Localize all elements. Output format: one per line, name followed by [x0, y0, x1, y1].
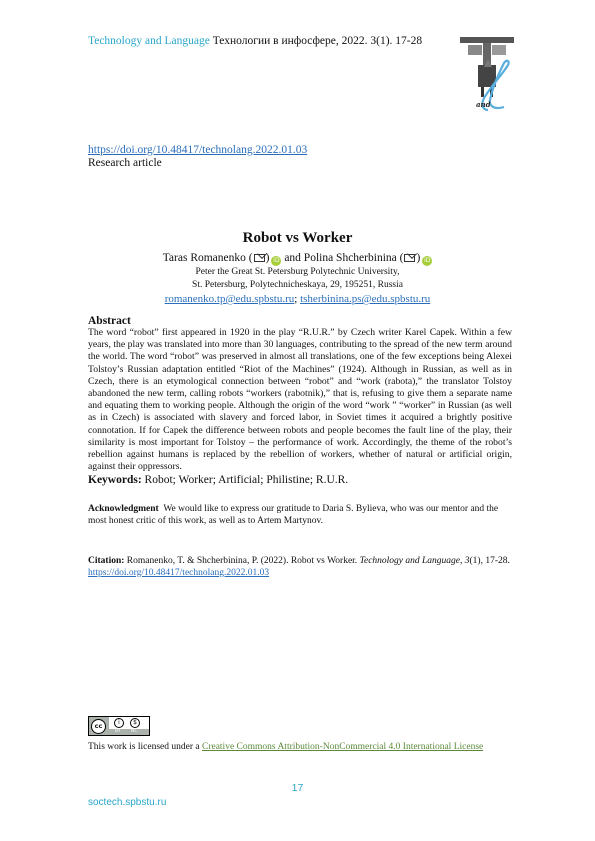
acknowledgment — [88, 503, 512, 527]
citation-volume: 3 — [464, 556, 470, 566]
mail-icon[interactable] — [404, 254, 415, 262]
author-1-name: Taras Romanenko ( — [162, 252, 253, 264]
citation-label: Citation: — [88, 556, 125, 566]
author-2-close: ) — [416, 252, 421, 264]
author-1-close: ) — [265, 252, 270, 264]
citation-journal: Technology and Language — [359, 556, 461, 566]
email-link-1[interactable]: romanenko.tp@edu.spbstu.ru — [164, 293, 295, 305]
attribution-icon: i — [114, 718, 124, 728]
author-emails — [0, 293, 595, 305]
keywords — [88, 474, 512, 486]
mail-icon[interactable] — [254, 254, 265, 262]
license-prefix: This work is licensed under a — [88, 742, 202, 752]
cc-icon: cc — [91, 719, 106, 734]
cc-license-badge[interactable] — [88, 716, 150, 736]
orcid-icon[interactable]: iD — [273, 257, 280, 264]
acknowledgment-label: Acknowledgment — [88, 504, 159, 514]
citation-pages: (1), 17-28. — [469, 556, 513, 566]
badge-label-nc: NC — [131, 729, 138, 734]
email-link-2[interactable]: tsherbinina.ps@edu.spbstu.ru — [300, 293, 431, 305]
acknowledgment-text: We would like to express our gratitude to Daria S. Bylieva, who was our mentor and the most honest critic of this work, as well as to Artem Martynov. — [88, 504, 501, 526]
journal-name-en: Technology and Language — [88, 35, 210, 47]
affiliation-line-2: St. Petersburg, Polytechnicheskaya, 29, 195251, Russia — [192, 280, 403, 290]
footer-site: soctech.spbstu.ru — [88, 797, 167, 808]
keywords-text: Robot; Worker; Artificial; Philistine; R.U.R. — [141, 474, 349, 486]
affiliation-line-1: Peter the Great St. Petersburg Polytechnic University, — [195, 267, 400, 277]
doi-link[interactable]: https://doi.org/10.48417/technolang.2022.01.03 — [88, 144, 308, 156]
citation-doi-link[interactable]: https://doi.org/10.48417/technolang.2022.01.03 — [88, 568, 270, 578]
journal-logo — [458, 35, 516, 113]
article-type: Research article — [88, 157, 162, 169]
badge-label-by: BY — [115, 729, 121, 734]
citation-text: Romanenko, T. & Shcherbinina, P. (2022). Robot vs Worker. — [124, 556, 360, 566]
license-link[interactable]: Creative Commons Attribution-NonCommercial 4.0 International License — [201, 742, 484, 752]
journal-citation-ru: Технологии в инфосфере, 2022. 3(1). 17-28 — [212, 35, 423, 47]
keywords-label: Keywords: — [88, 474, 142, 486]
abstract-heading: Abstract — [88, 315, 131, 327]
orcid-icon[interactable]: iD — [424, 257, 431, 264]
author-2-name: Polina Shcherbinina ( — [303, 252, 404, 264]
abstract-text: The word “robot” first appeared in 1920 in the play “R.U.R.” by Czech writer Karel Capek. Within a few years, the play was translated into more than 30 languages, contributing to the spread of the new term around the world. The word “robot” was preserved in almost all translations, one of the few exceptions being Alexei Tolstoy’s Russian adaptation entitled “Riot of the Machines” (1924). Although in Russian, as well as in Czech, there is an etymological connection between “robot” and “work (rabota),” the translator Tolstoy abandoned the new term, calling robots “workers (rabotnik),” that is, refusing to give them a separate name and equating them to working people. Although the origin of the word “work ” “worker” in Russian (as well as in Czech) is associated with slavery and forced labor, in Soviet times it acquired a brightly positive connotation. If for Capek the difference between robots and people becomes the fault line of the play, their similarity is most important for Tolstoy – the performance of work. Accordingly, the theme of the robot’s rebellion against humans is replaced by the rebellion of workers, whether of natural or artificial origin, against their oppressors. — [88, 327, 512, 473]
noncommercial-icon: $ — [130, 718, 140, 728]
email-separator: ; — [294, 293, 301, 305]
page-number: 17 — [291, 782, 304, 794]
citation-volume-prefix: , — [460, 556, 465, 566]
author-separator: and — [281, 252, 304, 264]
article-title: Robot vs Worker — [242, 230, 353, 246]
journal-header — [88, 35, 422, 47]
author-line — [0, 252, 595, 266]
citation — [88, 555, 512, 579]
license-statement — [88, 742, 483, 752]
logo-and-text: and — [476, 100, 491, 109]
